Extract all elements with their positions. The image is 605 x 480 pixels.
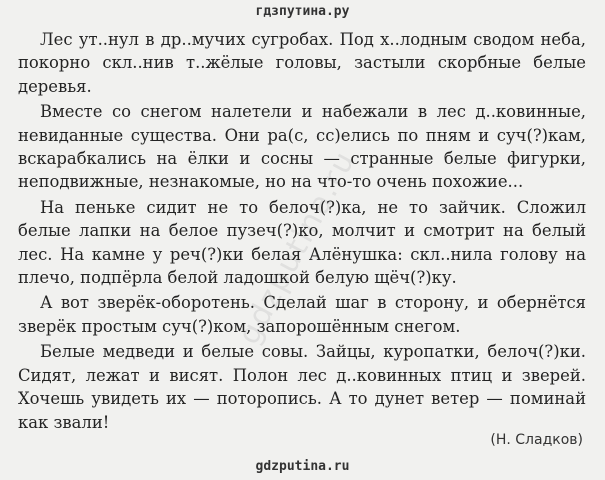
paragraph-3: На пеньке сидит не то белоч(?)ка, не то зайчик. Сложил белые лапки на белое пузеч(?)ко, молчит и смотрит на белый лес. На камне у реч(?)ки белая Алёнушка: скл..нила голову на плечо, подпёрла белой ладошкой белую щёч(?)ку. [18, 197, 586, 288]
text-body [18, 28, 586, 434]
author-signature: (Н. Сладков) [490, 432, 583, 448]
footer-site-name: gdzputina.ru [255, 459, 350, 474]
paragraph-1: Лес ут..нул в др..мучих сугробах. Под х..лодным сводом неба, покорно скл..нив т..жёлые головы, застыли скорбные белые деревья. [18, 30, 586, 96]
header-site-name: гдзпутина.ру [255, 4, 350, 19]
watermark: gdzputina.ru [231, 144, 363, 351]
paragraph-4: А вот зверёк-оборотень. Сделай шаг в сторону, и обернётся зверёк простым суч(?)ком, запорошённым снегом. [18, 293, 586, 336]
paragraph-5: Белые медведи и белые совы. Зайцы, куропатки, белоч(?)ки. Сидят, лежат и висят. Полон лес д..ковинных птиц и зверей. Хочешь увидеть их — поторопись. А то дунет ветер — поминай как звали! [18, 342, 586, 432]
paragraph-2: Вместе со снегом налетели и набежали в лес д..ковинные, невиданные существа. Они ра(с, сс)елись по пням и суч(?)кам, вскарабкались на ёлки и сосны — странные белые фигурки, неподвижные, незнакомые, но на что-то очень похожие... [18, 102, 586, 192]
